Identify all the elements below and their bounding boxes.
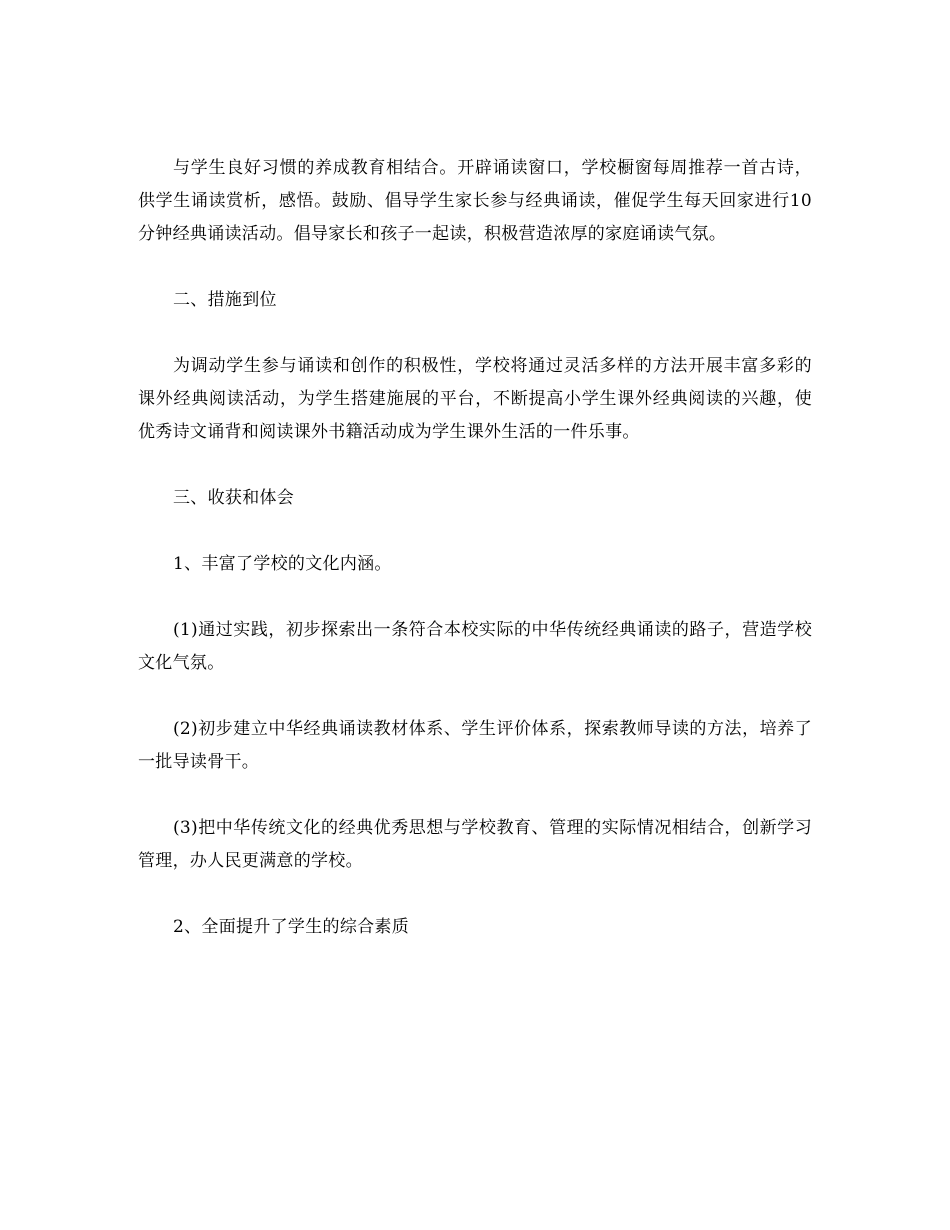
section-heading-measures: 二、措施到位 (173, 290, 277, 310)
document-body (138, 152, 812, 977)
list-item-3: (3)把中华传统文化的经典优秀思想与学校教育、管理的实际情况相结合，创新学习管理，办人民更满意的学校。 (138, 818, 812, 871)
intro-paragraph: 与学生良好习惯的养成教育相结合。开辟诵读窗口，学校橱窗每周推荐一首古诗，供学生诵读赏析，感悟。鼓励、倡导学生家长参与经典诵读，催促学生每天回家进行10分钟经典诵读活动。倡导家长和孩子一起读，积极营造浓厚的家庭诵读气氛。 (138, 158, 812, 244)
section-heading-gains: 三、收获和体会 (173, 488, 295, 508)
measures-paragraph: 为调动学生参与诵读和创作的积极性，学校将通过灵活多样的方法开展丰富多彩的课外经典阅读活动，为学生搭建施展的平台，不断提高小学生课外经典阅读的兴趣，使优秀诗文诵背和阅读课外书籍活动成为学生课外生活的一件乐事。 (138, 356, 812, 442)
list-item-2: (2)初步建立中华经典诵读教材体系、学生评价体系，探索教师导读的方法，培养了一批导读骨干。 (138, 719, 812, 772)
subsection-heading-quality: 2、全面提升了学生的综合素质 (173, 917, 410, 937)
list-item-1: (1)通过实践，初步探索出一条符合本校实际的中华传统经典诵读的路子，营造学校文化气氛。 (138, 620, 812, 673)
subsection-heading-culture: 1、丰富了学校的文化内涵。 (173, 554, 392, 574)
